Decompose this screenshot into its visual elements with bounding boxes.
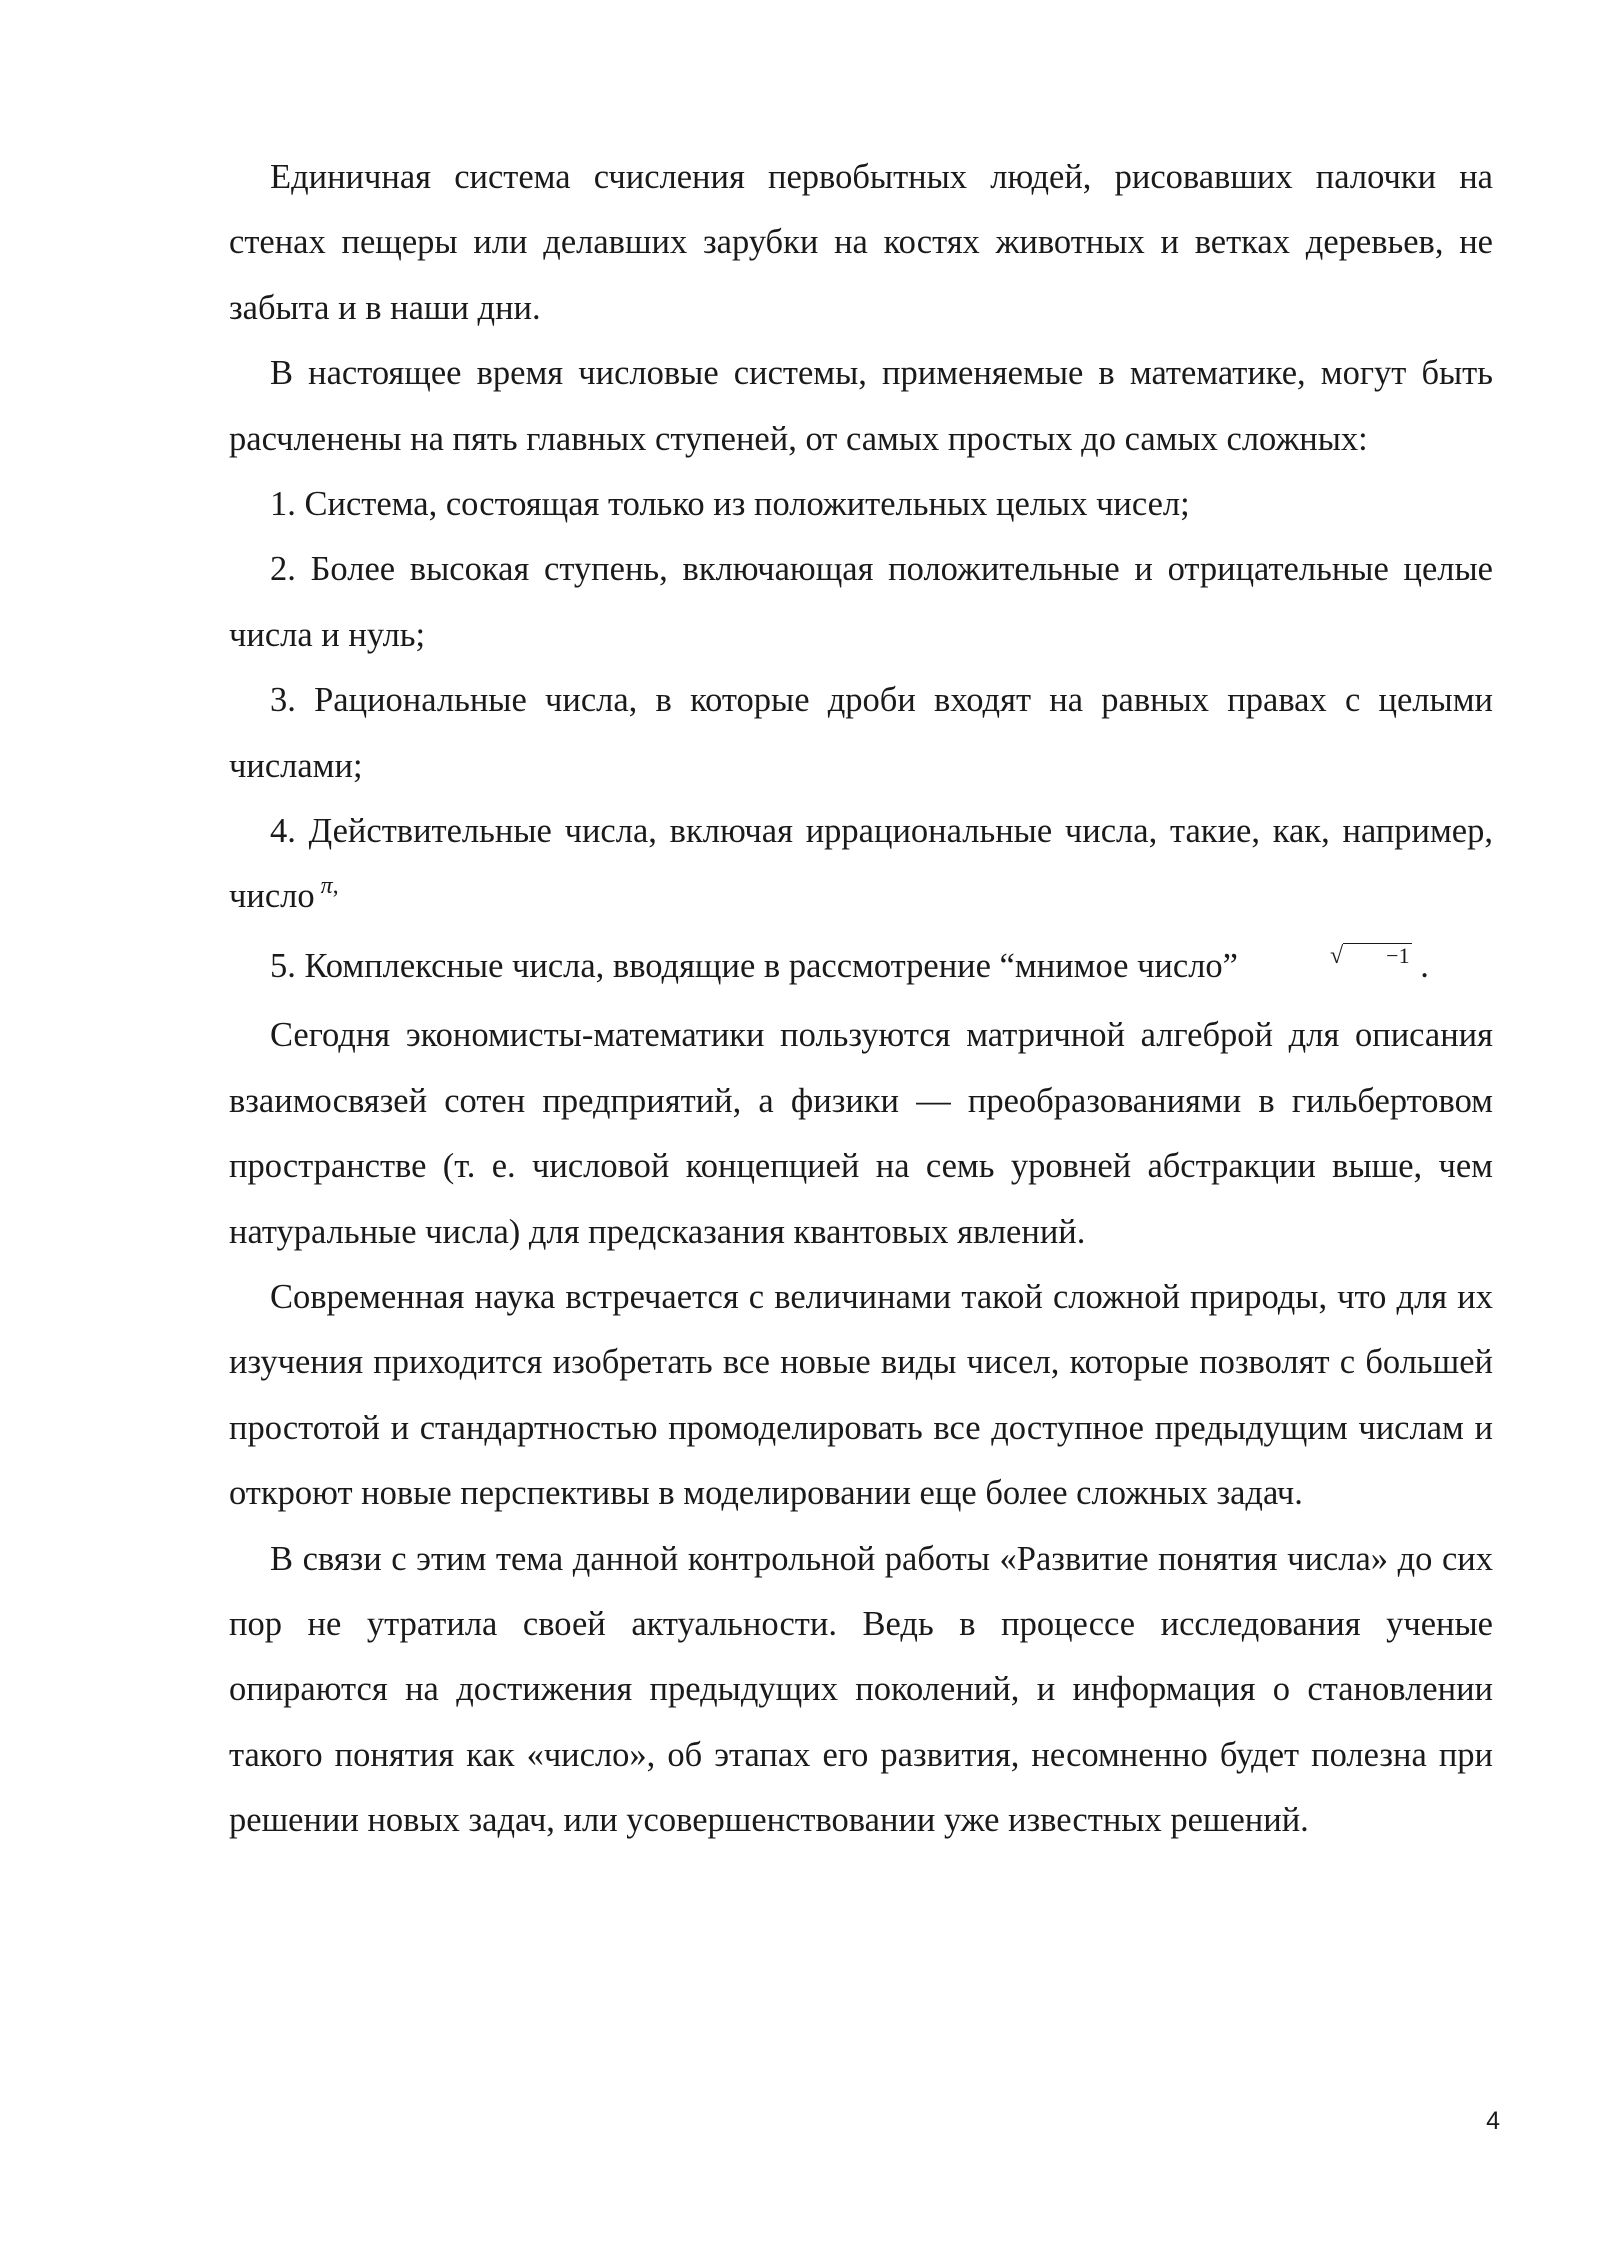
paragraph-2: В настоящее время числовые системы, применяемые в математике, могут быть расчленены на пять главных ступеней, от самых простых до самых сложных: [229, 354, 1493, 458]
pi-symbol: π [320, 873, 333, 900]
paragraph-3: Сегодня экономисты-математики пользуются матричной алгеброй для описания взаимосвязей сотен предприятий, а физики — преобразованиями в гильбертовом пространстве (т. е. числовой концепцией на семь уровней абстракции выше, чем натуральные числа) для предсказания квантовых явлений. [229, 1016, 1493, 1251]
list-item-5 [229, 934, 1493, 1003]
paragraph-4: Современная наука встречается с величинами такой сложной природы, что для их изучения приходится изобретать все новые виды чисел, которые позволят с большей простотой и стандартностью промоделировать все доступное предыдущим числам и откроют новые перспективы в моделировании еще более сложных задач. [229, 1277, 1493, 1513]
list-item-5-period: . [1420, 946, 1429, 985]
paragraph-1: Единичная система счисления первобытных людей, рисовавших палочки на стенах пещеры или делавших зарубки на костях животных и ветках деревьев, не забыта и в наши дни. [229, 158, 1493, 327]
paragraph-5: В связи с этим тема данной контрольной работы «Развитие понятия числа» до сих пор не утратила своей актуальности. Ведь в процессе исследования ученые опираются на достижения предыдущих поколений, и информация о становлении такого понятия как «число», об этапах его развития, несомненно будет полезна при решении новых задач, или усовершенствовании уже известных решений. [229, 1539, 1493, 1840]
list-item-4 [229, 799, 1493, 934]
page-number: 4 [1486, 2107, 1500, 2135]
list-item-5-text: 5. Комплексные числа, вводящие в рассмотрение “мнимое число” [270, 946, 1238, 985]
list-item-2: 2. Более высокая ступень, включающая положительные и отрицательные целые числа и нуль; [229, 550, 1493, 654]
list-item-4-text: 4. Действительные числа, включая иррациональные числа, такие, как, например, число [229, 812, 1493, 916]
list-item-3: 3. Рациональные числа, в которые дроби входят на равных правах с целыми числами; [229, 681, 1493, 785]
list-item-1: 1. Система, состоящая только из положительных целых чисел; [270, 485, 1190, 524]
sqrt-radicand: −1 [1343, 943, 1411, 968]
radical-sign-icon: √ [1329, 942, 1344, 969]
pi-comma: , [332, 873, 339, 900]
document-body [229, 145, 1493, 1854]
sqrt-formula [1248, 923, 1412, 989]
